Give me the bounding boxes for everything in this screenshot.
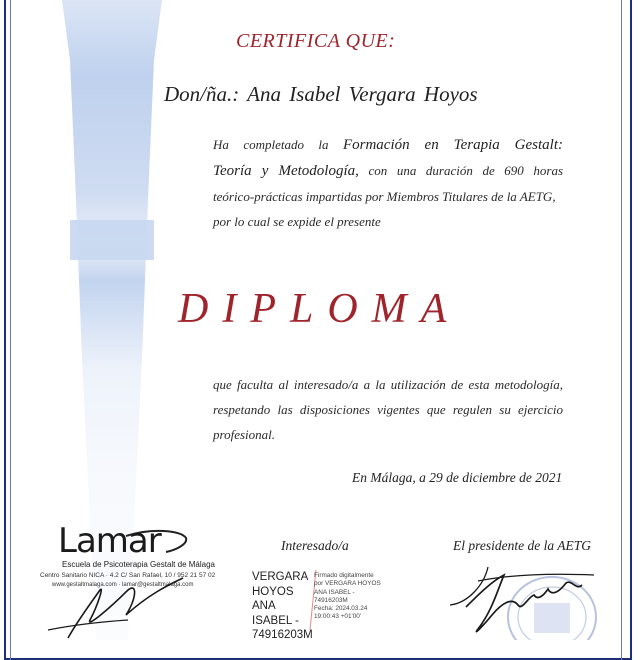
course-title-part-1: Formación en Terapia Gestalt:	[342, 137, 564, 153]
recipient-line: Don/ña.: Ana Isabel Vergara Hoyos	[164, 82, 478, 106]
digital-name-line: 74916203M	[252, 629, 313, 641]
digital-signature-details	[314, 572, 398, 622]
digital-detail-line: 19:00:43 +01'00'	[314, 613, 362, 621]
school-name: Escuela de Psicoterapia Gestalt de Málaga	[62, 560, 215, 569]
president-signature-icon	[448, 545, 598, 640]
body-line-3: teórico-prácticas impartidas por Miembros Titulares de la AETG,	[213, 189, 556, 204]
presidente-label: El presidente de la AETG	[453, 538, 591, 553]
digital-detail-line: Firmado digitalmente	[314, 572, 374, 579]
director-signature-icon	[38, 560, 188, 640]
digital-detail-line: 74916203M	[314, 596, 348, 604]
body-line-2	[213, 158, 563, 184]
duration-text: con una duración de 690 horas	[368, 163, 563, 178]
digital-detail-line: Fecha: 2024.03.24	[314, 605, 368, 613]
body-line-4: por lo cual se expide el presente	[213, 214, 381, 229]
digital-detail-line: ANA ISABEL -	[314, 588, 355, 596]
course-title-part-2: Teoría y Metodología,	[213, 163, 359, 179]
digital-name-line: ISABEL -	[252, 614, 299, 627]
logo-wordmark: Lamar	[58, 521, 161, 561]
contact-web: www.gestaltmalaga.com · lamar@gestaltmalaga.com	[52, 582, 194, 588]
digital-name-line: VERGARA	[252, 571, 309, 583]
purpose-paragraph	[213, 372, 563, 447]
purpose-line-2: respetando las disposiciones vigentes que regulen su ejercicio	[213, 402, 563, 417]
purpose-line-3: profesional.	[213, 427, 275, 442]
digital-detail-line: por VERGARA HOYOS	[314, 580, 381, 588]
center-address: Centro Sanitario NICA · 4.2 C/ San Rafael, 10 / 952 21 57 02	[40, 572, 216, 579]
digital-signature-name	[252, 570, 314, 643]
body-intro: Ha completado la	[213, 137, 329, 152]
body-line-1	[213, 132, 563, 158]
certifica-header: CERTIFICA QUE:	[236, 30, 396, 52]
diploma-title: DIPLOMA	[178, 286, 461, 332]
body-paragraph	[213, 132, 563, 234]
digital-name-line: HOYOS ANA	[252, 585, 294, 612]
interesado-label: Interesado/a	[281, 538, 349, 553]
place-and-date: En Málaga, a 29 de diciembre de 2021	[352, 470, 563, 485]
purpose-line-1: que faculta al interesado/a a la utilización de esta metodología,	[213, 377, 563, 392]
